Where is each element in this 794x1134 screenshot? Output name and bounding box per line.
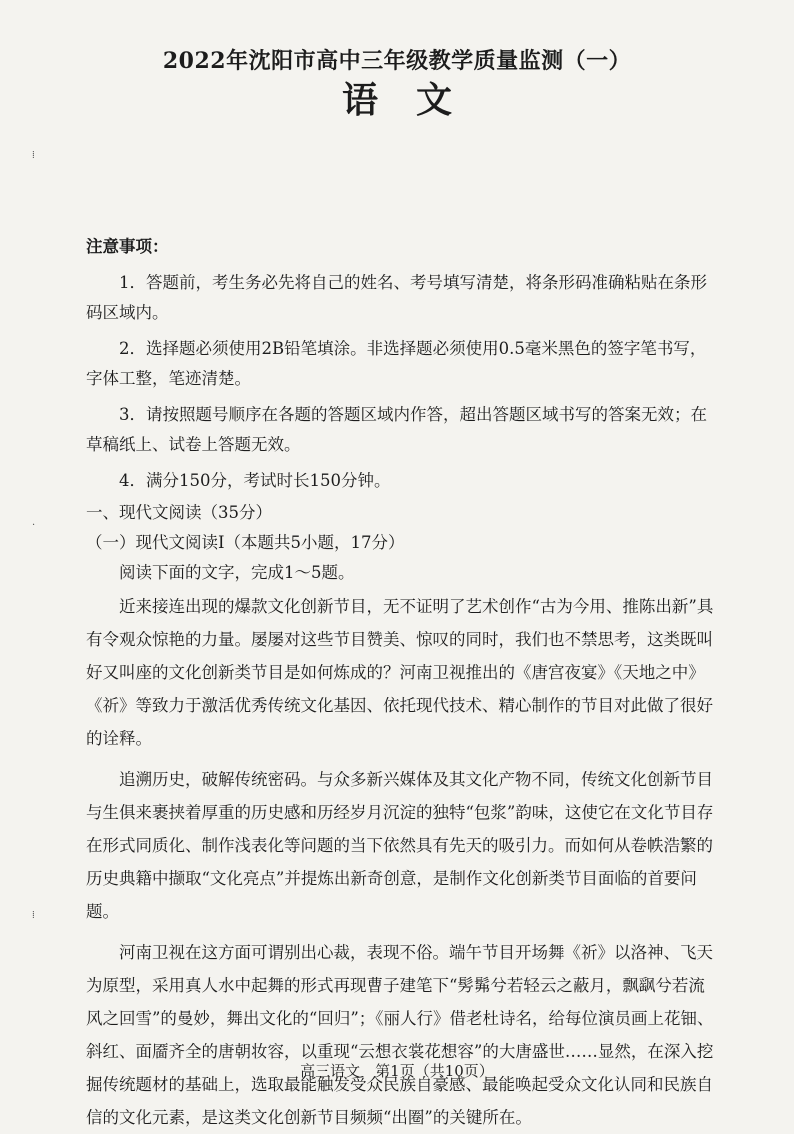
passage-paragraph: 河南卫视在这方面可谓别出心裁，表现不俗。端午节目开场舞《祈》以洛神、飞天为原型，采用真人水中起舞的形式再现曹子建笔下“髣髴兮若轻云之蔽月，飘飖兮若流风之回雪”的曼妙，舞出文化的“回归”；《丽人行》借老杜诗名，给每位演员画上花钿、斜红、面靥齐全的唐朝妆容，以重现“云想衣裳花想容”的大唐盛世……显然，在深入挖掘传统题材的基础上，选取最能触发受众民族自豪感、最能唤起受众文化认同和民族自信的文化元素，是这类文化创新节目频频“出圈”的关键所在。	[86, 943, 714, 1127]
exam-content	[86, 232, 716, 1134]
passage-paragraph: 近来接连出现的爆款文化创新节目，无不证明了艺术创作“古为今用、推陈出新”具有令观众惊艳的力量。屡屡对这些节目赞美、惊叹的同时，我们也不禁思考，这类既叫好又叫座的文化创新类节目是如何炼成的？河南卫视推出的《唐宫夜宴》《天地之中》《祈》等致力于激活优秀传统文化基因、依托现代技术、精心制作的节目对此做了很好的诠释。	[86, 597, 714, 748]
margin-mark: ⁞	[32, 910, 35, 921]
page-footer: 高三语文 第1页（共10页）	[300, 1062, 494, 1080]
passage-paragraph: 追溯历史，破解传统密码。与众多新兴媒体及其文化产物不同，传统文化创新节目与生俱来裹挟着厚重的历史感和历经岁月沉淀的独特“包浆”韵味，这使它在文化节目存在形式同质化、制作浅表化等问题的当下依然具有先天的吸引力。而如何从卷帙浩繁的历史典籍中撷取“文化亮点”并提炼出新奇创意，是制作文化创新类节目面临的首要问题。	[86, 770, 714, 921]
subject-title: 语文	[341, 79, 490, 121]
notice-item: 1．答题前，考生务必先将自己的姓名、考号填写清楚，将条形码准确粘贴在条形码区域内。	[86, 273, 707, 322]
section-title: 一、现代文阅读（35分）	[86, 503, 272, 522]
section-subtitle: （一）现代文阅读Ⅰ（本题共5小题，17分）	[86, 533, 405, 552]
notice-item: 4．满分150分，考试时长150分钟。	[119, 471, 391, 490]
notice-item: 3．请按照题号顺序在各题的答题区域内作答，超出答题区域书写的答案无效；在草稿纸上、试卷上答题无效。	[86, 405, 707, 454]
reading-instruction: 阅读下面的文字，完成1～5题。	[119, 563, 355, 582]
exam-title: 2022年沈阳市高中三年级教学质量监测（一）	[162, 48, 632, 74]
notice-item: 2．选择题必须使用2B铅笔填涂。非选择题必须使用0.5毫米黑色的签字笔书写，字体工整，笔迹清楚。	[86, 339, 707, 388]
margin-mark: ·	[32, 520, 36, 531]
margin-mark: ⁞	[32, 150, 35, 161]
notice-heading: 注意事项：	[86, 237, 169, 256]
